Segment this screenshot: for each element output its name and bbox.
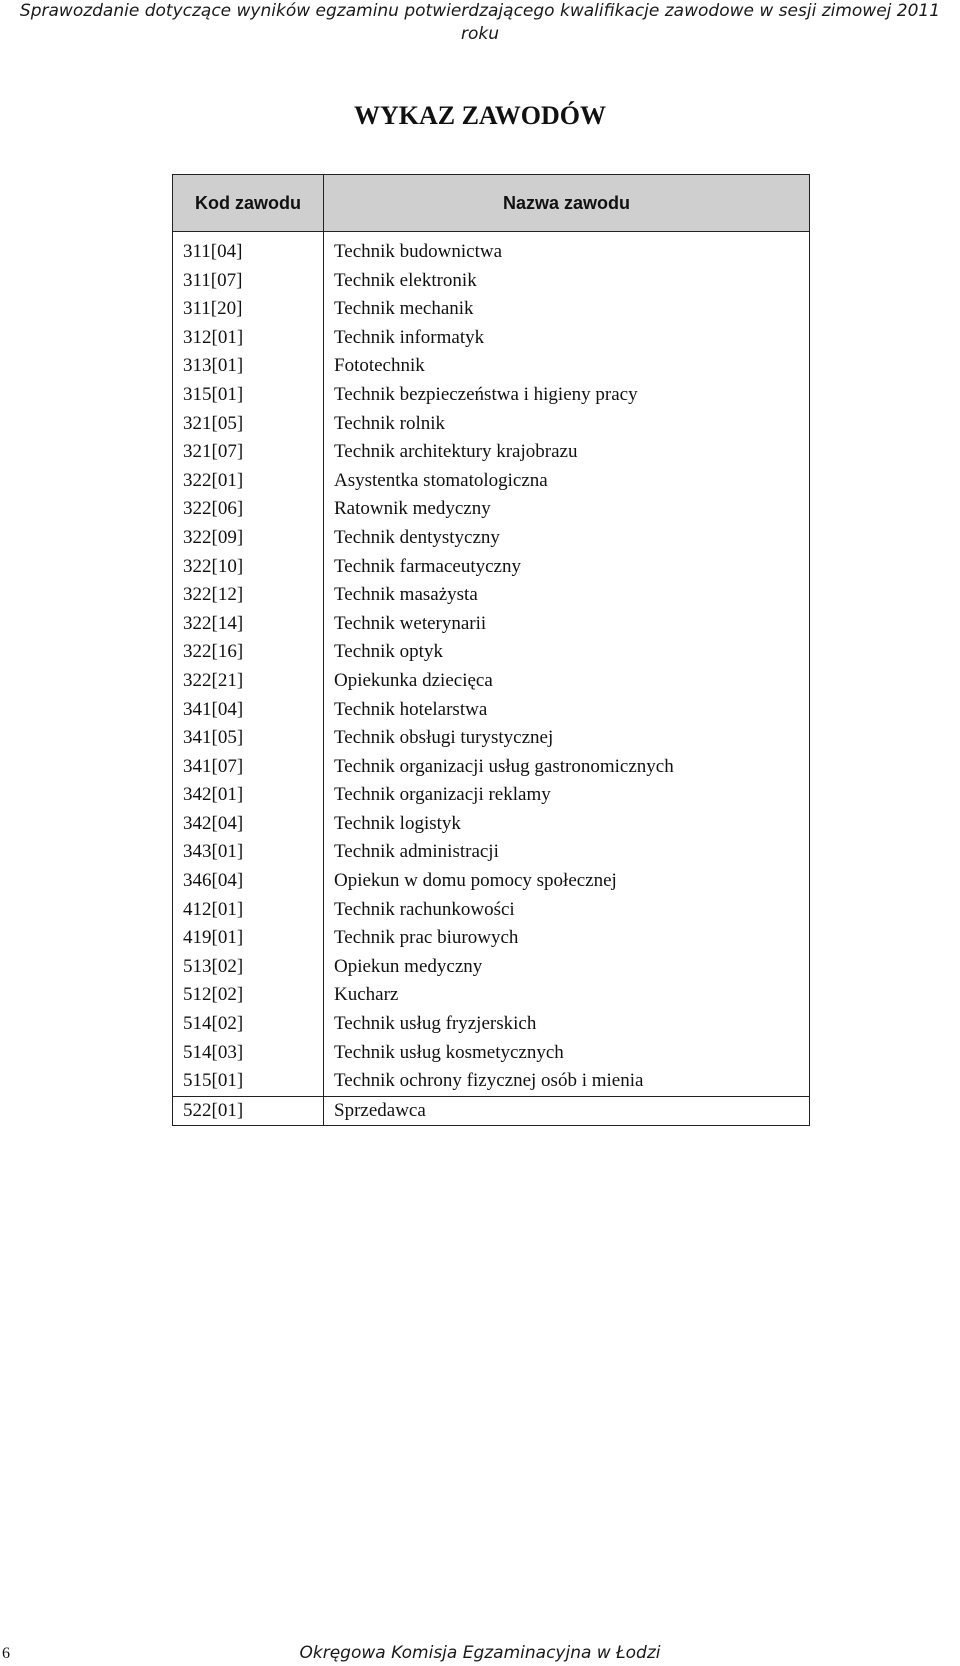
occupation-name: Technik obsługi turystycznej: [334, 727, 554, 749]
occupation-name: Technik mechanik: [334, 298, 474, 320]
table-row: [173, 232, 810, 267]
table-row: [173, 1039, 810, 1068]
occupation-name: Technik administracji: [334, 841, 499, 863]
table-row: [173, 410, 810, 439]
table-row: [173, 896, 810, 925]
occupation-code: 322[21]: [173, 667, 324, 696]
running-header: Sprawozdanie dotyczące wyników egzaminu potwierdzającego kwalifikacje zawodowe w sesji zimowej 2011 roku: [19, 1, 941, 44]
table-row: [173, 610, 810, 639]
table-row: [173, 781, 810, 810]
occupation-name: Technik ochrony fizycznej osób i mienia: [334, 1070, 644, 1092]
column-header-code: Kod zawodu: [173, 175, 324, 232]
occupation-code: 322[10]: [173, 553, 324, 582]
occupation-code: 515[01]: [173, 1067, 324, 1096]
occupation-code: 514[02]: [173, 1010, 324, 1039]
occupation-name: Technik architektury krajobrazu: [334, 441, 578, 463]
occupation-name: Sprzedawca: [324, 1096, 810, 1126]
occupation-code: 322[12]: [173, 581, 324, 610]
table-row: [173, 438, 810, 467]
table-row: [173, 267, 810, 296]
occupations-table: [172, 174, 810, 1126]
table-row: [173, 352, 810, 381]
occupation-code: 512[02]: [173, 981, 324, 1010]
occupation-name: Technik dentystyczny: [334, 526, 500, 548]
page-number: 6: [2, 1645, 10, 1662]
table-row: [173, 467, 810, 496]
occupation-name: Technik organizacji reklamy: [334, 784, 551, 806]
occupation-code: 341[07]: [173, 753, 324, 782]
occupation-code: 311[07]: [173, 267, 324, 296]
occupation-code: 312[01]: [173, 324, 324, 353]
table-row: [173, 1067, 810, 1096]
occupation-code: 311[04]: [173, 232, 324, 267]
occupation-name: Technik masażysta: [334, 584, 478, 606]
table-row: [173, 324, 810, 353]
table-row: [173, 553, 810, 582]
occupation-code: 346[04]: [173, 867, 324, 896]
table-row: [173, 495, 810, 524]
table-row: [173, 696, 810, 725]
occupation-code: 341[04]: [173, 696, 324, 725]
table-row: [173, 1010, 810, 1039]
table-row: [173, 1096, 810, 1126]
occupation-code: 343[01]: [173, 838, 324, 867]
occupation-code: 322[14]: [173, 610, 324, 639]
table-body: [173, 232, 810, 1126]
occupation-name: Technik usług fryzjerskich: [334, 1013, 537, 1035]
occupation-name: Opiekunka dziecięca: [334, 669, 493, 691]
occupation-name: Technik prac biurowych: [334, 927, 519, 949]
occupation-name: Technik usług kosmetycznych: [334, 1041, 564, 1063]
occupation-code: 322[06]: [173, 495, 324, 524]
occupation-name: Technik rachunkowości: [334, 898, 515, 920]
table-row: [173, 753, 810, 782]
running-footer: Okręgowa Komisja Egzaminacyjna w Łodzi: [299, 1643, 661, 1663]
occupation-code: 341[05]: [173, 724, 324, 753]
occupation-code: 321[07]: [173, 438, 324, 467]
occupation-code: 522[01]: [173, 1096, 324, 1126]
table-row: [173, 524, 810, 553]
occupation-name: Ratownik medyczny: [334, 498, 491, 520]
occupation-name: Technik weterynarii: [334, 612, 487, 634]
occupation-name: Technik optyk: [334, 641, 443, 663]
occupation-name: Technik hotelarstwa: [334, 698, 488, 720]
column-header-name: Nazwa zawodu: [324, 175, 810, 232]
occupation-name: Opiekun medyczny: [334, 955, 483, 977]
table-row: [173, 381, 810, 410]
occupation-code: 322[16]: [173, 638, 324, 667]
occupation-name: Technik bezpieczeństwa i higieny pracy: [334, 383, 638, 405]
table-row: [173, 295, 810, 324]
occupation-code: 322[01]: [173, 467, 324, 496]
table-row: [173, 581, 810, 610]
occupation-code: 322[09]: [173, 524, 324, 553]
table-row: [173, 867, 810, 896]
table-row: [173, 838, 810, 867]
table-row: [173, 810, 810, 839]
occupation-name: Technik logistyk: [334, 812, 461, 834]
occupation-code: 321[05]: [173, 410, 324, 439]
occupation-name: Opiekun w domu pomocy społecznej: [334, 870, 617, 892]
occupation-name: Kucharz: [334, 984, 399, 1006]
table-row: [173, 667, 810, 696]
table-row: [173, 953, 810, 982]
occupation-code: 419[01]: [173, 924, 324, 953]
occupation-name: Technik rolnik: [334, 412, 446, 434]
table-row: [173, 724, 810, 753]
occupation-code: 513[02]: [173, 953, 324, 982]
table-row: [173, 924, 810, 953]
occupation-name: Technik informatyk: [334, 326, 485, 348]
occupation-name: Technik organizacji usług gastronomicznych: [334, 755, 674, 777]
occupation-code: 313[01]: [173, 352, 324, 381]
occupation-code: 514[03]: [173, 1039, 324, 1068]
table-row: [173, 981, 810, 1010]
occupation-code: 412[01]: [173, 896, 324, 925]
occupation-name: Fototechnik: [334, 355, 425, 377]
page-title: WYKAZ ZAWODÓW: [353, 101, 607, 130]
occupation-code: 342[04]: [173, 810, 324, 839]
occupation-code: 311[20]: [173, 295, 324, 324]
occupation-name: Technik elektronik: [334, 269, 477, 291]
occupation-code: 315[01]: [173, 381, 324, 410]
table-row: [173, 638, 810, 667]
occupation-name: Technik budownictwa: [334, 241, 503, 262]
occupation-code: 342[01]: [173, 781, 324, 810]
table-header-row: [173, 175, 810, 232]
occupation-name: Asystentka stomatologiczna: [334, 469, 548, 491]
occupation-name: Technik farmaceutyczny: [334, 555, 521, 577]
